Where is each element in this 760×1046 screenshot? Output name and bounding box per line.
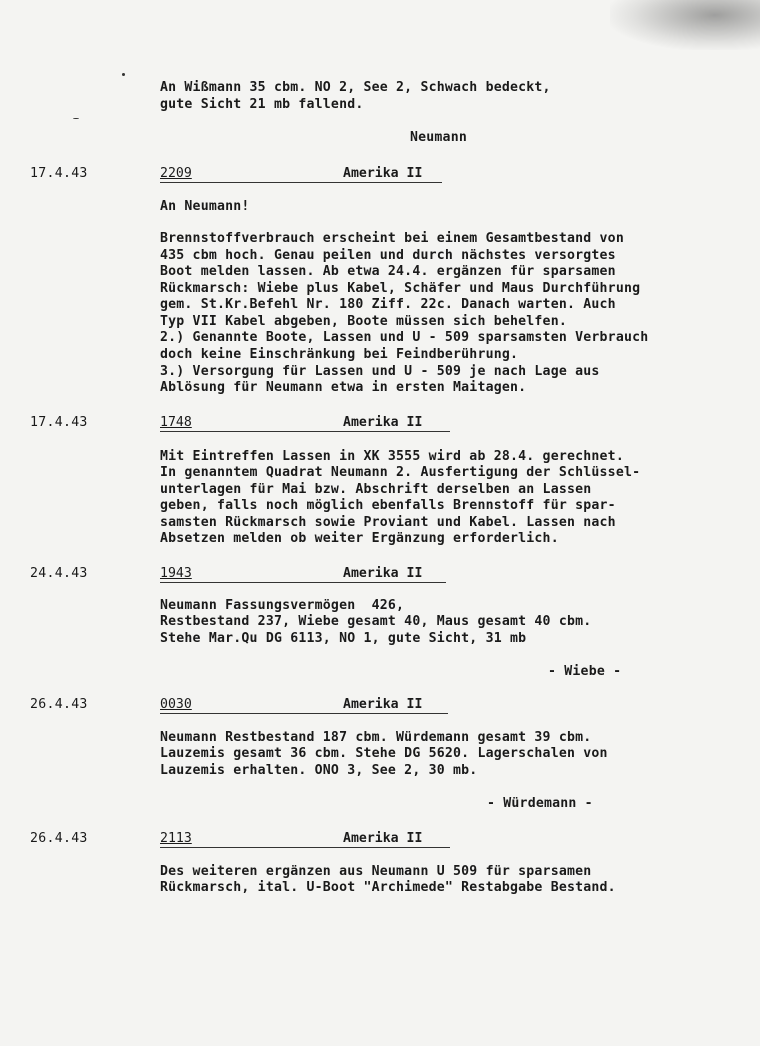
entry-line: doch keine Einschränkung bei Feindberührung. xyxy=(160,347,519,362)
entry-date: 17.4.43 xyxy=(30,415,88,430)
entry-date: 24.4.43 xyxy=(30,566,88,581)
ink-speck xyxy=(122,73,125,76)
entry-line: Brennstoffverbrauch erscheint bei einem Gesamtbestand von xyxy=(160,231,624,246)
entry-rule xyxy=(160,713,448,714)
entry-line: unterlagen für Mai bzw. Abschrift derselben an Lassen xyxy=(160,482,592,497)
entry-line: Des weiteren ergänzen aus Neumann U 509 für sparsamen xyxy=(160,864,592,879)
entry-signature: - Wiebe - xyxy=(548,664,622,679)
entry-line: Rückmarsch, ital. U-Boot "Archimede" Restabgabe Bestand. xyxy=(160,880,616,895)
intro-signature: Neumann xyxy=(410,130,467,145)
entry-line: Neumann Restbestand 187 cbm. Würdemann gesamt 39 cbm. xyxy=(160,730,592,745)
entry-line: geben, falls noch möglich ebenfalls Brennstoff für spar- xyxy=(160,498,616,513)
entry-line: Ablösung für Neumann etwa in ersten Maitagen. xyxy=(160,380,527,395)
entry-line: samsten Rückmarsch sowie Proviant und Kabel. Lassen nach xyxy=(160,515,616,530)
entry-line: An Neumann! xyxy=(160,199,250,214)
entry-number: 2209 xyxy=(160,166,192,181)
entry-number: 1943 xyxy=(160,566,192,581)
corner-smudge xyxy=(610,0,760,50)
entry-date: 17.4.43 xyxy=(30,166,88,181)
entry-line: Rückmarsch: Wiebe plus Kabel, Schäfer und Maus Durchführung xyxy=(160,281,641,296)
entry-line: gem. St.Kr.Befehl Nr. 180 Ziff. 22c. Danach warten. Auch xyxy=(160,297,616,312)
entry-date: 26.4.43 xyxy=(30,831,88,846)
entry-line: Neumann Fassungsvermögen 426, xyxy=(160,598,405,613)
entry-number: 0030 xyxy=(160,697,192,712)
entry-date: 26.4.43 xyxy=(30,697,88,712)
entry-line: Absetzen melden ob weiter Ergänzung erforderlich. xyxy=(160,531,559,546)
entry-line: Lauzemis gesamt 36 cbm. Stehe DG 5620. Lagerschalen von xyxy=(160,746,608,761)
entry-location: Amerika II xyxy=(343,415,423,430)
entry-line: 2.) Genannte Boote, Lassen und U - 509 sparsamsten Verbrauch xyxy=(160,330,649,345)
entry-line: Typ VII Kabel abgeben, Boote müssen sich behelfen. xyxy=(160,314,567,329)
entry-number: 2113 xyxy=(160,831,192,846)
entry-line: 435 cbm hoch. Genau peilen und durch nächstes versorgtes xyxy=(160,248,616,263)
entry-line: Mit Eintreffen Lassen in XK 3555 wird ab 28.4. gerechnet. xyxy=(160,449,624,464)
entry-location: Amerika II xyxy=(343,566,423,581)
entry-line: 3.) Versorgung für Lassen und U - 509 je nach Lage aus xyxy=(160,364,600,379)
entry-rule xyxy=(160,182,442,183)
entry-line: Restbestand 237, Wiebe gesamt 40, Maus gesamt 40 cbm. xyxy=(160,614,592,629)
entry-line: Boot melden lassen. Ab etwa 24.4. ergänzen für sparsamen xyxy=(160,264,616,279)
entry-signature: - Würdemann - xyxy=(487,796,593,811)
ink-speck xyxy=(73,118,79,119)
entry-rule xyxy=(160,431,450,432)
entry-rule xyxy=(160,847,450,848)
intro-line: An Wißmann 35 cbm. NO 2, See 2, Schwach bedeckt, xyxy=(160,80,551,95)
entry-location: Amerika II xyxy=(343,831,423,846)
entry-location: Amerika II xyxy=(343,166,423,181)
intro-line: gute Sicht 21 mb fallend. xyxy=(160,97,364,112)
entry-number: 1748 xyxy=(160,415,192,430)
entry-line: Lauzemis erhalten. ONO 3, See 2, 30 mb. xyxy=(160,763,478,778)
entry-rule xyxy=(160,582,446,583)
entry-location: Amerika II xyxy=(343,697,423,712)
entry-line: Stehe Mar.Qu DG 6113, NO 1, gute Sicht, 31 mb xyxy=(160,631,527,646)
entry-line: In genanntem Quadrat Neumann 2. Ausfertigung der Schlüssel- xyxy=(160,465,641,480)
